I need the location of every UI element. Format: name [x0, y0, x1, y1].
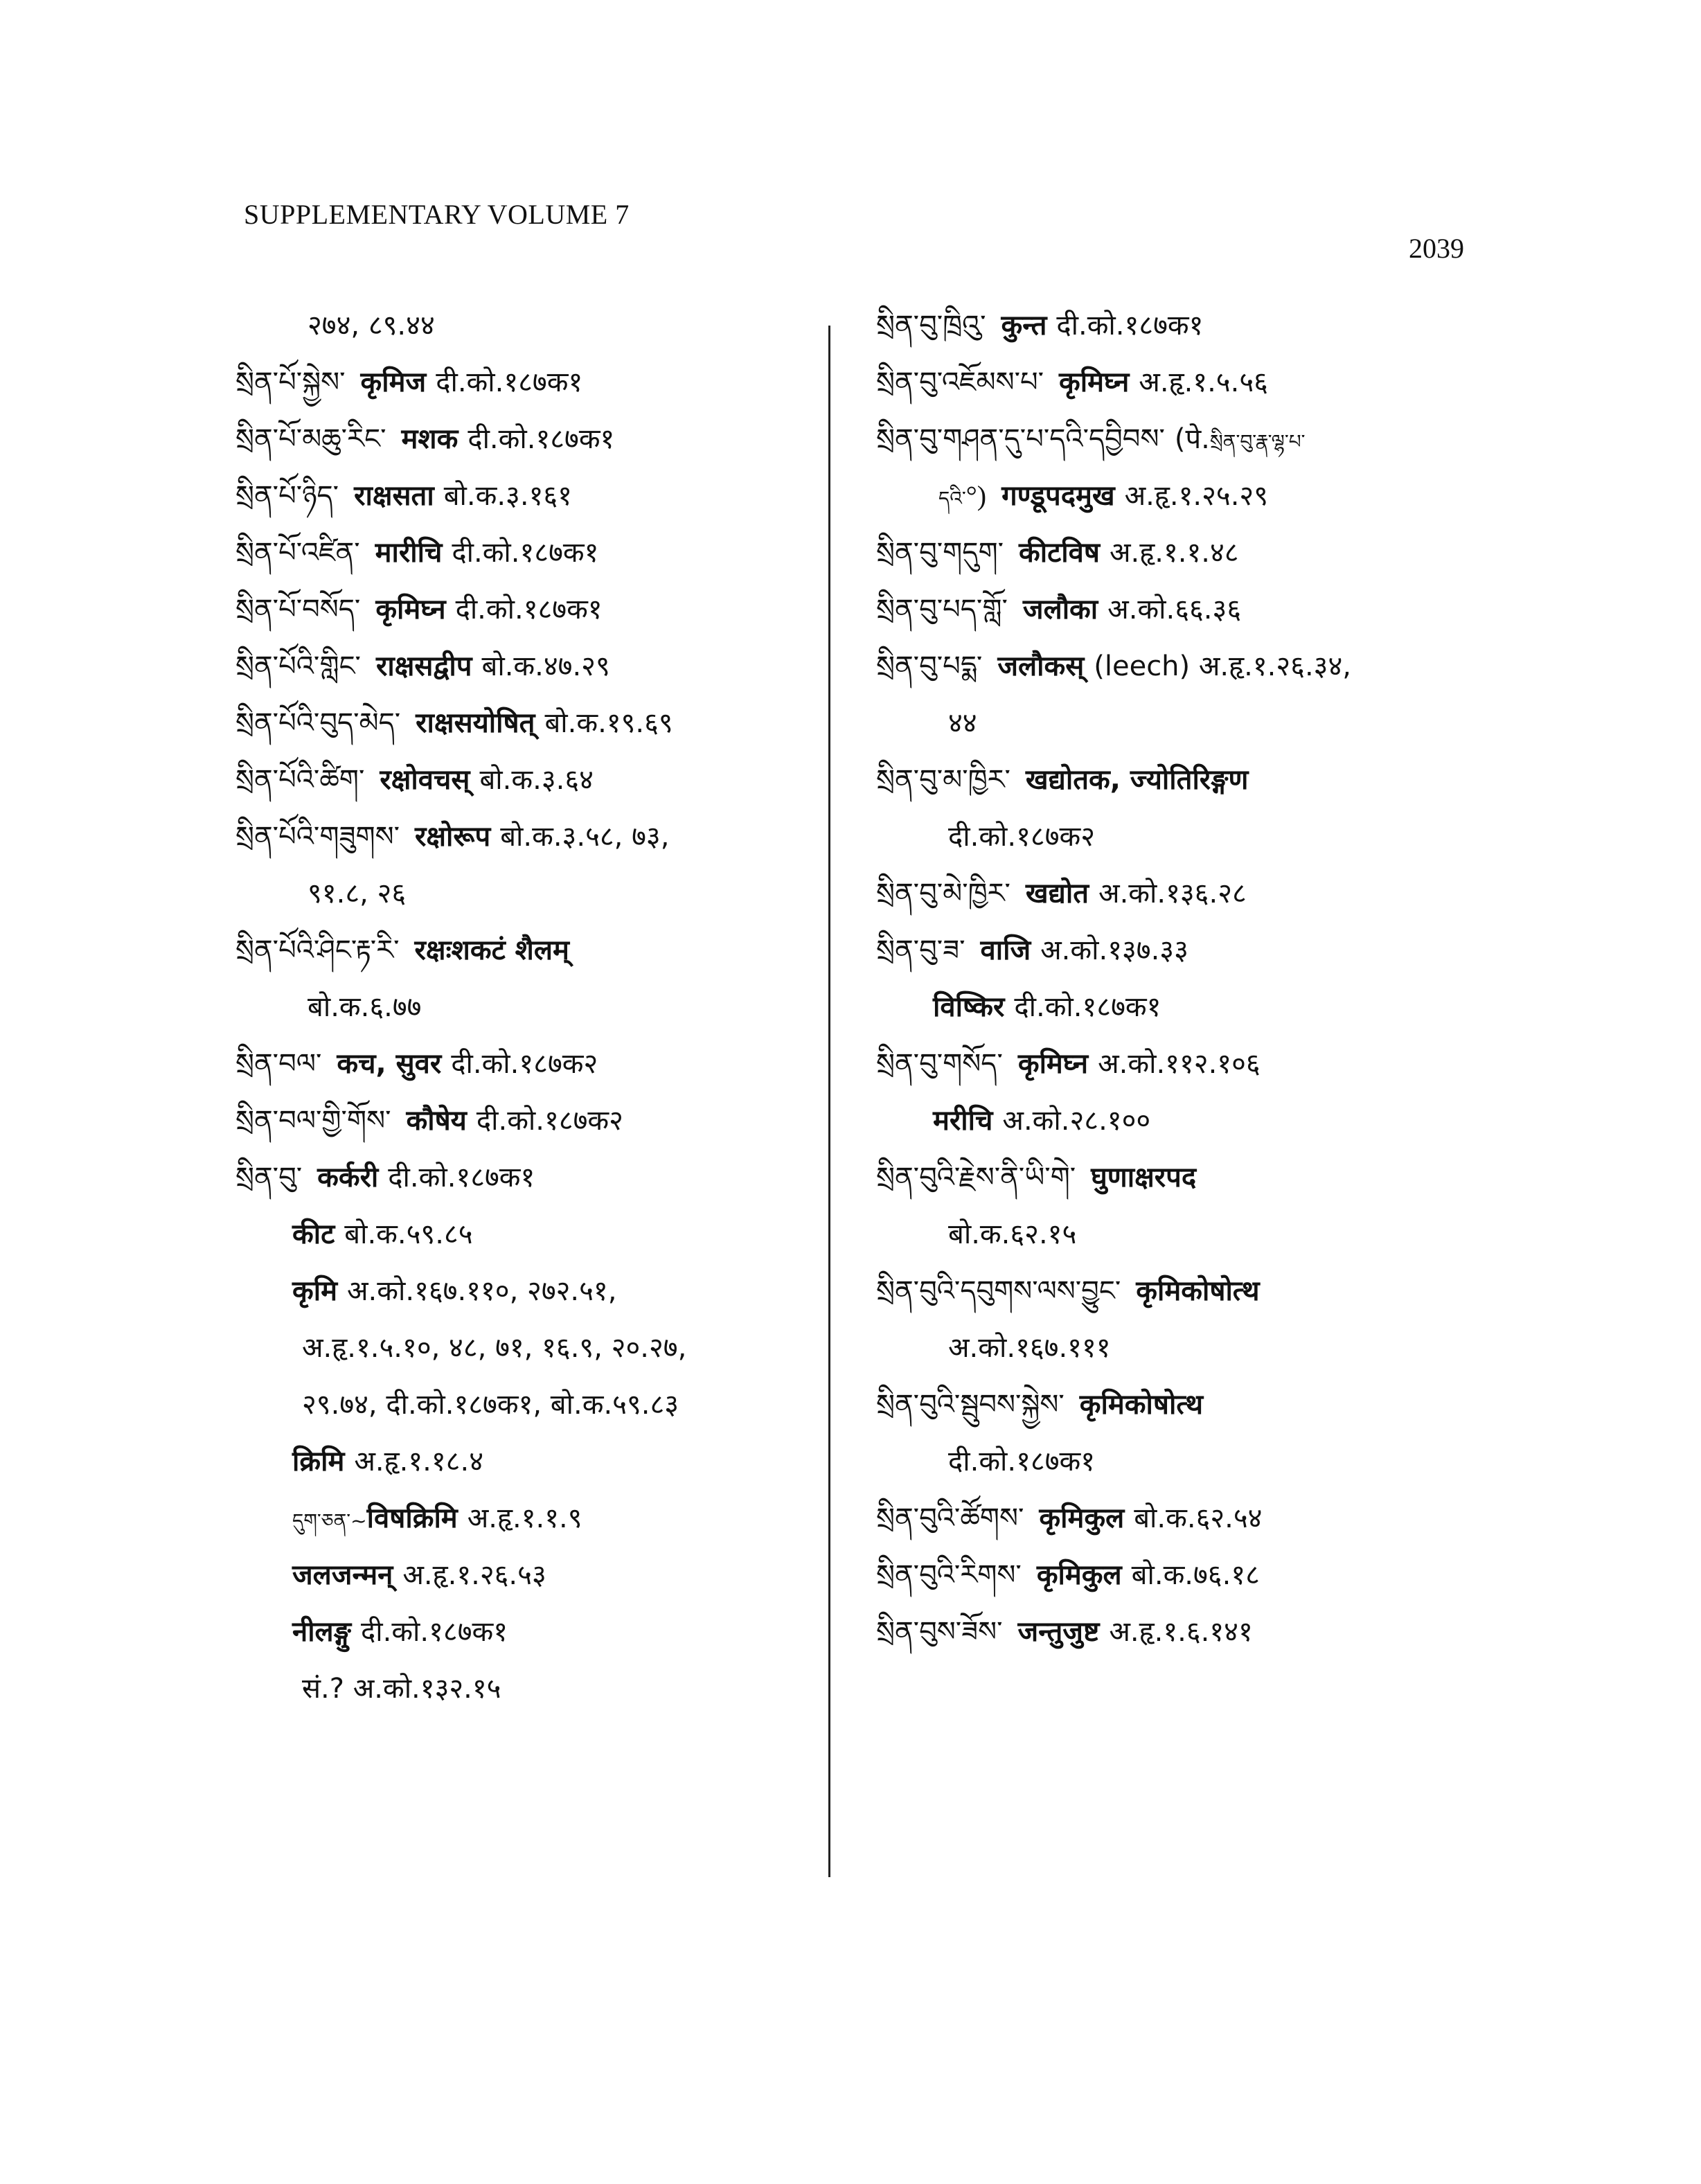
- dictionary-entry: [876, 1554, 1499, 1596]
- source-reference: बो.क.३.१६१: [443, 480, 572, 512]
- source-reference: अ.हृ.१.१.४८: [1109, 537, 1239, 569]
- dictionary-entry: [876, 362, 1499, 403]
- sanskrit-equivalent: कृमिज: [360, 366, 427, 398]
- dictionary-entry: [235, 418, 831, 460]
- dictionary-entry: [876, 418, 1499, 460]
- entry-continuation: [235, 305, 831, 346]
- sanskrit-equivalent: मारीचि: [375, 537, 443, 569]
- tibetan-headword: སྲིན་བུ་པད་གློ་: [876, 594, 1008, 625]
- source-reference: ९१.८, २६: [308, 878, 407, 909]
- entry-continuation: [876, 475, 1499, 517]
- sanskrit-equivalent: रक्षःशकटं शैलम्: [414, 934, 569, 966]
- sanskrit-equivalent: राक्षसता: [354, 480, 434, 512]
- dictionary-entry: [876, 305, 1499, 346]
- sanskrit-equivalent: विष्किर: [933, 991, 1005, 1023]
- tibetan-headword: སྲིན་པོའི་བུད་མེད་: [235, 707, 401, 739]
- entry-continuation: [876, 1327, 1499, 1369]
- source-reference: बो.क.१९.६९: [544, 707, 673, 739]
- source-reference: अ.को.१६७.११०, २७२.५१,: [347, 1275, 617, 1307]
- sanskrit-equivalent: विषक्रिमि: [366, 1502, 458, 1534]
- source-reference: बो.क.६.७७: [308, 991, 422, 1023]
- source-reference: दी.को.१८७क२: [948, 821, 1096, 853]
- sub-entry: [235, 1554, 831, 1596]
- tibetan-headword: སྲིན་པོའི་ཚིག་: [235, 764, 365, 796]
- source-reference: दी.को.१८७क२: [476, 1105, 623, 1137]
- sanskrit-equivalent: कृमिकुल: [1036, 1559, 1122, 1591]
- sub-entry: [876, 986, 1499, 1028]
- sanskrit-equivalent: कृमिकुल: [1039, 1502, 1125, 1534]
- source-reference: अ.को.११२.१०६: [1098, 1048, 1261, 1080]
- right-column: [876, 305, 1499, 1668]
- source-reference: सं.? अ.को.१३२.१५: [302, 1673, 501, 1705]
- sub-entry: [235, 1498, 831, 1539]
- dictionary-entry: [235, 816, 831, 858]
- source-reference: बो.क.५९.८५: [344, 1218, 473, 1250]
- sanskrit-equivalent: मरीचि: [933, 1105, 993, 1137]
- source-reference: दी.को.१८७क१: [452, 537, 599, 569]
- tibetan-headword: སྲིན་པོའི་ཤིང་རྟ་རི་: [235, 934, 400, 966]
- tibetan-headword: སྲིན་པོའི་གཟུགས་: [235, 821, 400, 853]
- tibetan-headword: སྲིན་བལ་གྱི་གོས་: [235, 1105, 391, 1137]
- tibetan-headword: སྲིན་པོའི་གླིང་: [235, 650, 361, 682]
- dictionary-entry: [876, 1043, 1499, 1085]
- dictionary-entry: [235, 532, 831, 574]
- sanskrit-equivalent: कृमिघ्न: [1059, 366, 1130, 398]
- running-header: SUPPLEMENTARY VOLUME 7: [244, 199, 630, 230]
- entry-continuation: [876, 702, 1499, 744]
- tibetan-headword: སྲིན་བུའི་ཚོགས་: [876, 1502, 1024, 1534]
- source-reference: बो.क.७६.१८: [1131, 1559, 1260, 1591]
- source-reference: दी.को.१८७क१: [455, 594, 603, 625]
- tibetan-headword: སྲིན་བུའི་སྦུབས་སྐྱེས་: [876, 1389, 1065, 1421]
- source-reference: दी.को.१८७क२: [451, 1048, 598, 1080]
- tibetan-headword: སྲིན་བུ་གསོད་: [876, 1048, 1003, 1080]
- source-reference: अ.हृ.१.२५.२९: [1124, 480, 1269, 512]
- sanskrit-equivalent: रक्षोरूप: [415, 821, 491, 853]
- tibetan-headword: སྲིན་བུས་ཟོས་: [876, 1616, 1003, 1648]
- dictionary-entry: [876, 532, 1499, 574]
- source-reference: २७४, ८९.४४: [308, 310, 435, 341]
- sanskrit-equivalent: वाजि: [980, 934, 1031, 966]
- tibetan-headword: སྲིན་བུ་: [235, 1162, 303, 1193]
- source-reference: दी.को.१८७क१: [467, 423, 615, 455]
- sanskrit-equivalent: नीलङ्गु: [292, 1616, 351, 1648]
- sanskrit-equivalent: कृमिकोषोत्थ: [1136, 1275, 1260, 1307]
- tibetan-headword: སྲིན་བུ་འཇོམས་པ་: [876, 366, 1044, 398]
- source-reference: २९.७४, दी.को.१८७क१, बो.क.५९.८३: [302, 1389, 679, 1421]
- source-reference: बो.क.६२.१५: [948, 1218, 1077, 1250]
- dictionary-entry: [235, 1043, 831, 1085]
- entry-continuation: [876, 1441, 1499, 1482]
- source-reference: दी.को.१८७क१: [1014, 991, 1161, 1023]
- tibetan-headword: སྲིན་བལ་: [235, 1048, 322, 1080]
- source-reference: (पे.: [1174, 423, 1210, 455]
- entry-continuation: [876, 816, 1499, 858]
- dictionary-entry: [235, 362, 831, 403]
- dictionary-entry: [876, 759, 1499, 801]
- parenthesis-close: °): [965, 480, 987, 511]
- sanskrit-equivalent: कृमिकोषोत्थ: [1079, 1389, 1204, 1421]
- sub-entry: [235, 1668, 831, 1710]
- tibetan-note: དའི་: [938, 487, 966, 510]
- source-reference: अ.हृ.१.५.५६: [1139, 366, 1268, 398]
- source-reference: अ.को.२८.१००: [1002, 1105, 1151, 1137]
- sanskrit-equivalent: क्रिमि: [292, 1446, 345, 1477]
- source-reference: बो.क.४७.२९: [481, 650, 610, 682]
- tibetan-headword: སྲིན་བུའི་རྗེས་ནི་ཡི་གེ་: [876, 1162, 1076, 1193]
- source-reference: दी.को.१८७क१: [388, 1162, 535, 1193]
- left-column: [235, 305, 831, 1725]
- sanskrit-equivalent: जलौका: [1022, 594, 1098, 625]
- dictionary-entry: [235, 475, 831, 517]
- source-reference: अ.हृ.१.५.१०, ४८, ७१, १६.९, २०.२७,: [302, 1332, 687, 1364]
- sub-entry: [235, 1441, 831, 1482]
- sanskrit-equivalent: जन्तुजुष्ट: [1017, 1616, 1100, 1648]
- source-reference: बो.क.३.६४: [479, 764, 594, 796]
- source-reference: (leech) अ.हृ.१.२६.३४,: [1094, 650, 1351, 682]
- dictionary-entry: [876, 646, 1499, 687]
- source-reference: ४४: [948, 707, 977, 739]
- sanskrit-equivalent: कुन्त: [1001, 310, 1047, 341]
- dictionary-entry: [235, 646, 831, 687]
- dictionary-entry: [235, 1100, 831, 1142]
- tibetan-headword: སྲིན་བུ་ཁྲིའུ་: [876, 310, 986, 341]
- source-reference: दी.को.१८७क१: [948, 1446, 1096, 1477]
- sanskrit-equivalent: जलौकस्: [997, 650, 1085, 682]
- sanskrit-equivalent: कच, सुवर: [337, 1048, 442, 1080]
- dictionary-entry: [235, 1157, 831, 1198]
- sanskrit-equivalent: कौषेय: [406, 1105, 467, 1137]
- source-reference: अ.हृ.१.१८.४: [354, 1446, 483, 1477]
- tibetan-note: སྲིན་བུ་རྣ་ལྷ་པ་: [1209, 430, 1306, 453]
- sanskrit-equivalent: कीट: [292, 1218, 335, 1250]
- dictionary-entry: [235, 702, 831, 744]
- page-number: 2039: [1409, 233, 1464, 264]
- dictionary-entry: [235, 589, 831, 630]
- sanskrit-equivalent: कर्करी: [317, 1162, 379, 1193]
- sub-entry: [235, 1384, 831, 1426]
- sanskrit-equivalent: रक्षोवचस्: [380, 764, 470, 796]
- tibetan-headword: སྲིན་པོ་མཆུ་རིང་: [235, 423, 386, 455]
- source-reference: अ.हृ.१.६.१४१: [1109, 1616, 1253, 1648]
- sub-entry: [235, 1214, 831, 1255]
- sub-entry: [235, 1270, 831, 1312]
- sanskrit-equivalent: कृमिघ्न: [1017, 1048, 1089, 1080]
- source-reference: अ.को.१३६.२८: [1098, 878, 1247, 909]
- tibetan-headword: སྲིན་པོ་སྐྱེས་: [235, 366, 346, 398]
- entry-continuation: [235, 986, 831, 1028]
- tibetan-headword: སྲིན་བུའི་དབུགས་ལས་བྱུང་: [876, 1275, 1121, 1307]
- dictionary-entry: [235, 930, 831, 971]
- source-reference: अ.को.१६७.१११: [948, 1332, 1111, 1364]
- tibetan-headword: སྲིན་པོ་བསོད་: [235, 594, 361, 625]
- sanskrit-equivalent: मशक: [401, 423, 458, 455]
- dictionary-entry: [876, 1157, 1499, 1198]
- entry-continuation: [876, 1214, 1499, 1255]
- sub-entry: [235, 1611, 831, 1653]
- tibetan-headword: སྲིན་བུ་མ་ཁྱིར་: [876, 764, 1010, 796]
- sub-entry: [876, 1100, 1499, 1142]
- source-reference: अ.हृ.१.१.९: [467, 1502, 582, 1534]
- entry-continuation: [235, 873, 831, 914]
- sub-entry: [235, 1327, 831, 1369]
- source-reference: दी.को.१८७क१: [1056, 310, 1204, 341]
- dictionary-entry: [876, 1498, 1499, 1539]
- column-divider: [828, 326, 830, 1877]
- source-reference: अ.हृ.१.२६.५३: [402, 1559, 546, 1591]
- sanskrit-equivalent: खद्योतक, ज्योतिरिङ्गण: [1025, 764, 1249, 796]
- tibetan-headword: སྲིན་བུ་གདུག་: [876, 537, 1004, 569]
- source-reference: अ.को.१३७.३३: [1040, 934, 1188, 966]
- dictionary-entry: [876, 873, 1499, 914]
- sanskrit-equivalent: घुणाक्षरपद: [1091, 1162, 1197, 1193]
- tibetan-headword: སྲིན་བུ་པདྨ་: [876, 650, 983, 682]
- sanskrit-equivalent: जलजन्मन्: [292, 1559, 393, 1591]
- sanskrit-equivalent: राक्षसद्वीप: [375, 650, 472, 682]
- sanskrit-equivalent: कृमिघ्न: [375, 594, 446, 625]
- tibetan-note: དུག་ཅན་~: [292, 1509, 367, 1532]
- tibetan-headword: སྲིན་བུའི་རིགས་: [876, 1559, 1022, 1591]
- tibetan-headword: སྲིན་བུ་ཟ་: [876, 934, 965, 966]
- tibetan-headword: སྲིན་བུ་མེ་ཁྱིར་: [876, 878, 1010, 909]
- dictionary-entry: [876, 1384, 1499, 1426]
- source-reference: दी.को.१८७क१: [361, 1616, 508, 1648]
- tibetan-headword: སྲིན་པོ་ཉིད་: [235, 480, 339, 512]
- source-reference: बो.क.६२.५४: [1134, 1502, 1263, 1534]
- dictionary-entry: [876, 1270, 1499, 1312]
- dictionary-entry: [876, 1611, 1499, 1653]
- source-reference: दी.को.१८७क१: [436, 366, 583, 398]
- dictionary-entry: [235, 759, 831, 801]
- sanskrit-equivalent: कीटविष: [1019, 537, 1100, 569]
- source-reference: अ.को.६६.३६: [1107, 594, 1242, 625]
- dictionary-entry: [876, 930, 1499, 971]
- source-reference: बो.क.३.५८, ७३,: [500, 821, 670, 853]
- sanskrit-equivalent: खद्योत: [1025, 878, 1089, 909]
- dictionary-entry: [876, 589, 1499, 630]
- sanskrit-equivalent: गण्डूपदमुख: [1001, 480, 1115, 512]
- sanskrit-equivalent: राक्षसयोषित्: [416, 707, 535, 739]
- tibetan-headword: སྲིན་བུ་གཤན་དུ་པ་དའི་དབྱིབས་: [876, 423, 1165, 455]
- sanskrit-equivalent: कृमि: [292, 1275, 337, 1307]
- tibetan-headword: སྲིན་པོ་འཛིན་: [235, 537, 360, 569]
